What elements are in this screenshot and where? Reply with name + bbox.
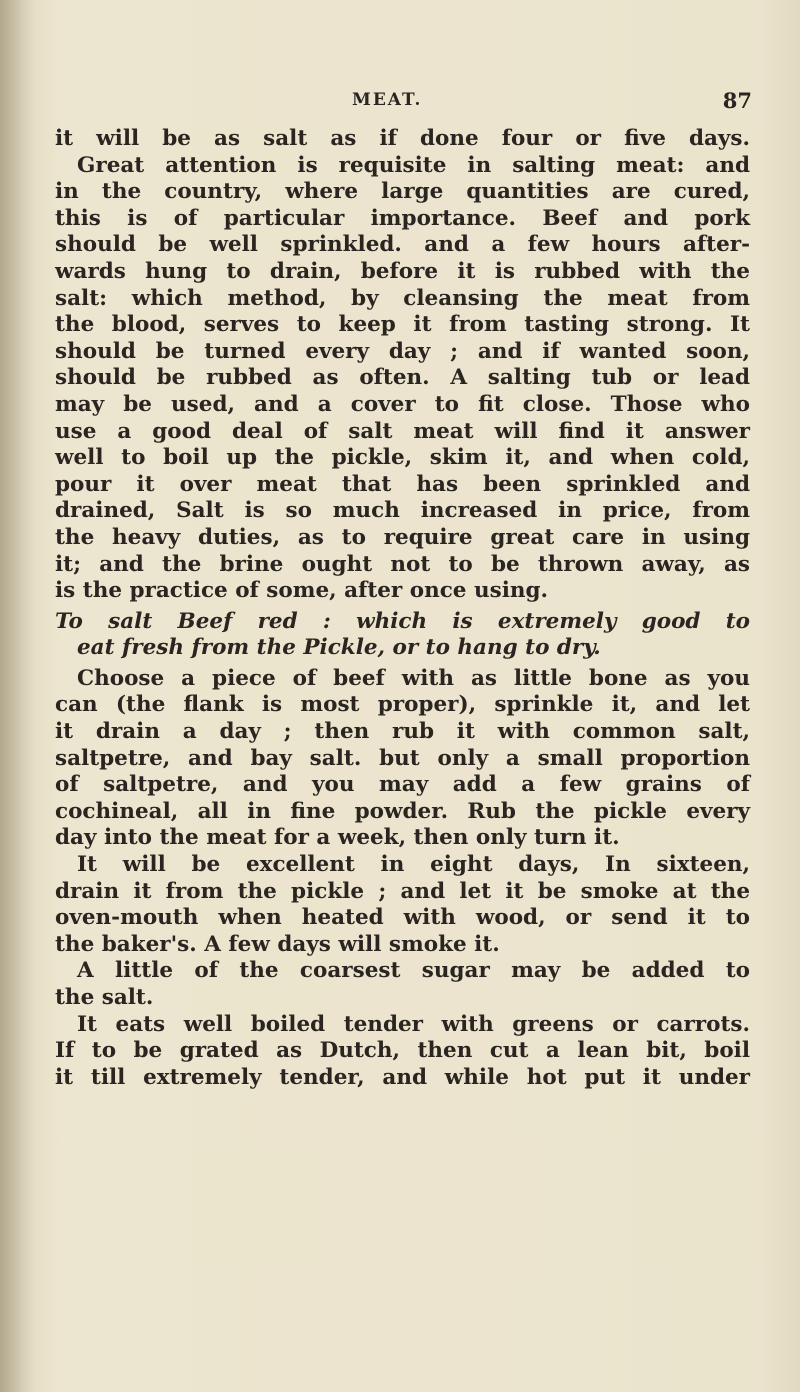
text-line: day into the meat for a week, then only turn it. <box>55 825 620 851</box>
text-line: saltpetre, and bay salt. but only a small proportion <box>55 745 750 771</box>
heading-line: To salt Beef red : which is extremely good to <box>55 608 750 634</box>
body-text <box>55 126 750 1091</box>
text-line: in the country, where large quantities are cured, <box>55 179 750 205</box>
text-line: pour it over meat that has been sprinkled and <box>55 471 750 497</box>
text-line: it drain a day ; then rub it with common salt, <box>55 719 750 745</box>
heading-line: eat fresh from the Pickle, or to hang to dry. <box>77 635 601 661</box>
text-line: it will be as salt as if done four or five days. <box>55 126 750 151</box>
text-line: the salt. <box>55 985 154 1010</box>
text-line: can (the flank is most proper), sprinkle it, and let <box>55 692 750 718</box>
text-line: oven-mouth when heated with wood, or send it to <box>55 905 750 931</box>
text-line: should be well sprinkled. and a few hours after- <box>55 232 750 258</box>
text-line: cochineal, all in fine powder. Rub the pickle every <box>55 798 750 824</box>
text-line: should be rubbed as often. A salting tub or lead <box>55 365 750 391</box>
recipe-heading <box>55 609 750 662</box>
paragraph-continuation <box>55 126 750 605</box>
text-line: the baker's. A few days will smoke it. <box>55 931 500 957</box>
text-line: A little of the coarsest sugar may be added to <box>77 958 750 984</box>
text-line: the heavy duties, as to require great care in using <box>55 524 750 550</box>
paragraph <box>55 666 750 852</box>
text-line: Great attention is requisite in salting meat: and <box>77 152 750 178</box>
page-number: 87 <box>722 88 752 113</box>
text-line: It will be excellent in eight days, In sixteen, <box>77 852 750 878</box>
paragraph <box>55 958 750 1011</box>
text-line: Choose a piece of beef with as little bone as you <box>77 665 750 691</box>
text-line: wards hung to drain, before it is rubbed with the <box>55 258 750 284</box>
gutter-shadow <box>0 0 36 1392</box>
text-line: well to boil up the pickle, skim it, and when cold, <box>55 445 750 471</box>
text-line: drained, Salt is so much increased in price, from <box>55 498 750 524</box>
page-header <box>60 88 760 118</box>
text-line: It eats well boiled tender with greens or carrots. <box>77 1011 750 1037</box>
text-line: drain it from the pickle ; and let it be smoke at the <box>55 878 750 904</box>
text-line: If to be grated as Dutch, then cut a lean bit, boil <box>55 1038 750 1064</box>
text-line: is the practice of some, after once using. <box>55 578 549 604</box>
text-line: should be turned every day ; and if wanted soon, <box>55 338 750 364</box>
text-line: may be used, and a cover to fit close. Those who <box>55 391 750 417</box>
text-line: it; and the brine ought not to be thrown away, as <box>55 551 750 577</box>
text-line: it till extremely tender, and while hot put it under <box>55 1064 750 1090</box>
paragraph <box>55 1012 750 1092</box>
text-line: of saltpetre, and you may add a few grains of <box>55 772 750 798</box>
text-line: this is of particular importance. Beef and pork <box>55 205 750 231</box>
text-line: salt: which method, by cleansing the meat from <box>55 285 750 311</box>
paragraph <box>55 852 750 958</box>
running-head: MEAT. <box>352 90 423 110</box>
text-line: the blood, serves to keep it from tasting strong. It <box>55 312 750 338</box>
text-line: use a good deal of salt meat will find it answer <box>55 418 750 444</box>
